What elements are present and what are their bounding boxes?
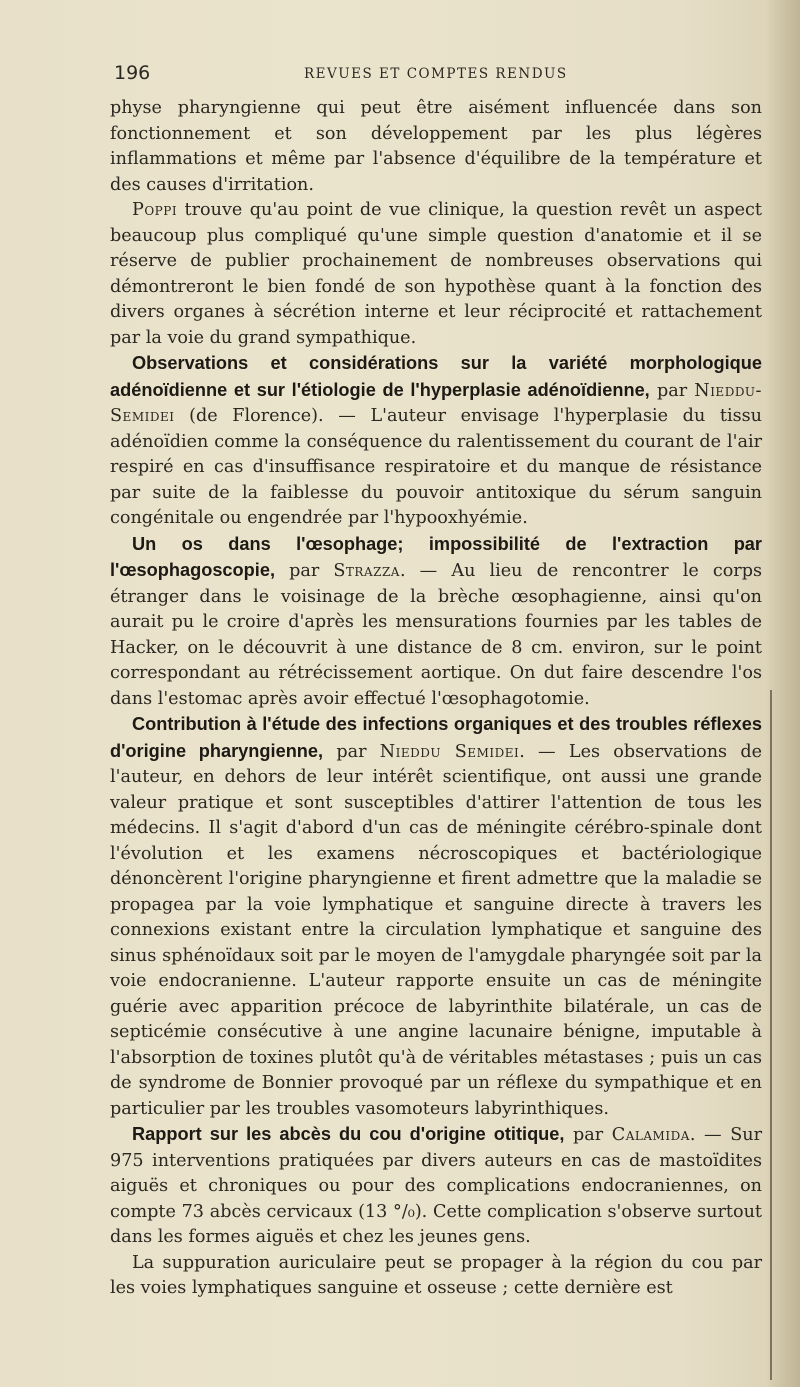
paragraph-contribution	[110, 712, 762, 1122]
paragraph-rapport	[110, 1122, 762, 1251]
by-label: par	[323, 741, 380, 762]
paragraph-text: trouve qu'au point de vue clinique, la question revêt un aspect beaucoup plus compliqué qu'une simple question d'anatomie et il se réserve de publier prochainement de nombreuses observations qui démontreront le bien fondé de son hypothèse quant à la fonction des divers organes à sécrétion interne et leur réciprocité et rattachement par la voie du grand sympathique.	[110, 200, 762, 348]
entry-title: Rapport sur les abcès du cou d'origine otitique,	[132, 1124, 565, 1144]
paragraph-text: physe pharyngienne qui peut être aisément influencée dans son fonctionnement et son développement par les plus légères inflammations et même par l'absence d'équilibre de la température et des causes d'irritation.	[110, 98, 762, 195]
paragraph-text: (de Florence). — L'auteur envisage l'hyperplasie du tissu adénoïdien comme la conséquence du ralentissement du courant de l'air respiré en cas d'insuffisance respiratoire et du manque de résistance par suite de la faiblesse du pouvoir antitoxique du sérum sanguin congénitale ou engendrée par l'hypooxhyémie.	[110, 406, 762, 528]
entry-title: Un os dans l'œsophage; impossibilité de l'extraction par l'œsophagoscopie,	[110, 533, 762, 580]
paragraph-text: La suppuration auriculaire peut se propager à la région du cou par les voies lymphatiques sanguine et osseuse ; cette dernière est	[110, 1252, 762, 1298]
section-title: REVUES ET COMPTES RENDUS	[304, 66, 568, 82]
paragraph-text: . — Au lieu de rencontrer le corps étranger dans le voisinage de la brèche œsophagienne, ainsi qu'on aurait pu le croire d'après les mensurations fournies par les tables de Hacker, on le découvrit à une distance de 8 cm. environ, sur le point correspondant au rétrécissement aortique. On dut faire descendre l'os dans l'estomac après avoir effectué l'œsophagotomie.	[110, 561, 762, 709]
by-label: par	[275, 561, 334, 581]
article-body	[110, 96, 762, 1302]
entry-title: Observations et considérations sur la variété morphologique adénoïdienne et sur l'étiologie de l'hyperplasie adénoïdienne,	[110, 353, 762, 400]
author-name: Strazza	[333, 561, 400, 581]
paragraph-suppuration	[110, 1251, 762, 1302]
page-number: 196	[114, 62, 151, 84]
by-label: par	[564, 1125, 612, 1145]
paragraph-text: . — Les observations de l'auteur, en dehors de leur intérêt scientifique, ont aussi une grande valeur pratique et sont susceptibles d'attirer l'attention de tous les médecins. Il s'agit d'abord d'un cas de méningite cérébro-spinale dont l'évolution et les examens nécroscopiques et bactériologique dénoncèrent l'origine pharyngienne et firent admettre que la maladie se propagea par la voie lymphatique et sanguine directe à travers les connexions existant entre la circulation lymphatique et sanguine des sinus sphénoïdaux soit par le moyen de l'amygdale pharyngée soit par la voie endocranienne. L'auteur rapporte ensuite un cas de méningite guérie avec apparition précoce de labyrinthite bilatérale, un cas de septicémie consécutive à une angine lacunaire bénigne, imputable à l'absorption de toxines plutôt qu'à de véritables métastases ; puis un cas de syndrome de Bonnier provoqué par un réflexe du sympathique et en particulier par les troubles vasomoteurs labyrinthiques.	[110, 741, 762, 1119]
author-name: Calamida	[611, 1125, 690, 1145]
by-label: par	[649, 380, 695, 401]
paragraph-text: . — Sur 975 interventions pratiquées par divers auteurs en cas de mastoïdites aiguës et chroniques ou pour des complications endocraniennes, on compte 73 abcès cervicaux (13 °/₀). Cette complication s'observe surtout dans les formes aiguës et chez les jeunes gens.	[110, 1125, 762, 1247]
paragraph-continuation	[110, 96, 762, 198]
author-name: Nieddu Semidei	[379, 741, 520, 762]
paragraph-poppi	[110, 198, 762, 351]
author-name: Nieddu-Semidei	[110, 380, 762, 426]
paragraph-oesophage	[110, 532, 762, 713]
entry-title: Contribution à l'étude des infections organiques et des troubles réflexes d'origine pharyngienne,	[110, 714, 762, 761]
author-name: Poppi	[132, 200, 178, 220]
paragraph-observations	[110, 351, 762, 532]
page-edge-line	[770, 690, 772, 1380]
running-head	[114, 62, 754, 86]
